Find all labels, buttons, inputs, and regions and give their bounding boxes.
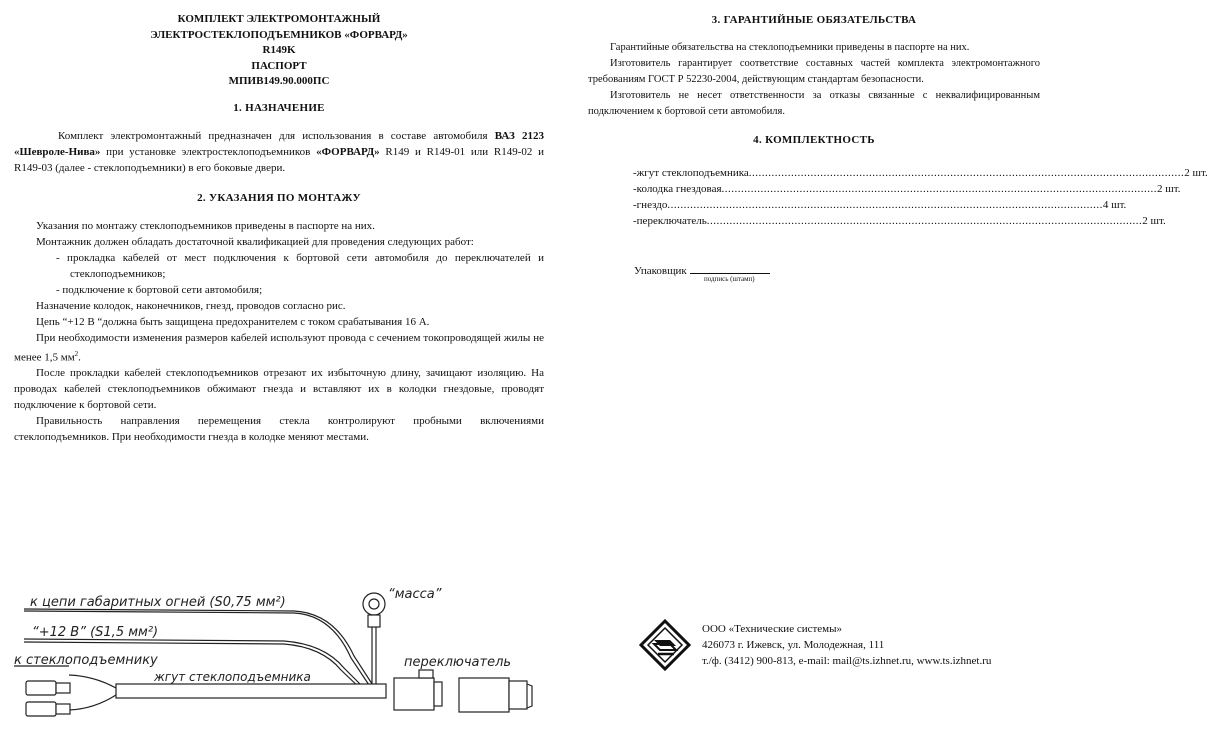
terminal-upper-crimp (56, 683, 70, 693)
section-3-title: 3. ГАРАНТИЙНЫЕ ОБЯЗАТЕЛЬСТВА (711, 14, 917, 26)
label-12v: “+12 В” (S1,5 мм²) (32, 625, 159, 640)
terminal-upper (26, 681, 56, 695)
section-2-p4: Цепь “+12 В “должна быть защищена предохранителем с током срабатывания 16 А. (36, 315, 430, 328)
section-1-car-model: ВАЗ 2123 «Шевроле-Нива» (14, 129, 545, 158)
harness-sleeve (116, 684, 386, 698)
kit-list (633, 167, 1208, 231)
kit-item-leader: ...................................................................................................................................... (721, 183, 1158, 195)
kit-item-name: переключатель (636, 215, 707, 227)
terminal-lower (26, 702, 56, 716)
section-3-p1: Гарантийные обязательства на стеклоподъемники приведены в паспорте на них. (610, 42, 970, 53)
kit-item-qty: 4 шт. (1102, 199, 1127, 211)
section-2-title: 2. УКАЗАНИЯ ПО МОНТАЖУ (197, 191, 361, 204)
section-1-title: 1. НАЗНАЧЕНИЕ (233, 101, 325, 114)
section-2-p7: Правильность направления перемещения стекла контролируют пробными включениями стеклоподъемников. При необходимости гнезда в колодке меняют местами. (14, 415, 544, 444)
company-logo (640, 620, 690, 670)
header-line-4: ПАСПОРТ (251, 59, 307, 72)
ring-terminal (363, 593, 385, 627)
section-3-p2: Изготовитель гарантирует соответствие составных частей комплекта электромонтажного требованиям ГОСТ Р 52230-2004, действующим стандартам безопасности. (588, 58, 1040, 85)
label-lifter: к стеклоподъемнику (14, 653, 158, 668)
section-1-paragraph (14, 128, 544, 176)
ring-terminal-hole (369, 599, 379, 609)
switch-housing (459, 678, 509, 712)
section-2-p5-end: . (78, 351, 81, 364)
kit-item-leader: ...................................................................................................................................... (706, 215, 1143, 227)
label-lights: к цепи габаритных огней (S0,75 мм²) (30, 595, 286, 610)
kit-item-dash: - (633, 167, 637, 179)
section-1-brand: «ФОРВАРД» (316, 145, 380, 158)
packer-signature-caption: подпись (штамп) (704, 275, 755, 283)
section-2-p1: Указания по монтажу стеклоподъемников приведены в паспорте на них. (36, 219, 375, 232)
kit-item-qty: 2 шт. (1142, 215, 1166, 227)
kit-item-name: гнездо (636, 199, 668, 211)
label-mass: “масса” (388, 587, 442, 602)
kit-item-qty: 2 шт. (1184, 167, 1208, 179)
kit-item-leader: ...................................................................................................................................... (748, 167, 1185, 179)
right-column (588, 0, 1040, 146)
label-harness: жгут стеклоподъемника (154, 670, 311, 684)
section-2-p3: Назначение колодок, наконечников, гнезд, проводов согласно рис. (36, 299, 346, 312)
section-1-text-c: при установке электростеклоподъемников (100, 145, 317, 158)
switch-body (459, 678, 532, 712)
kit-item-name: жгут стеклоподъемника (636, 167, 749, 179)
header-line-2: ЭЛЕКТРОСТЕКЛОПОДЪЕМНИКОВ «ФОРВАРД» (150, 28, 408, 41)
section-2-p6: После прокладки кабелей стеклоподъемников отрезают их избыточную длину, зачищают изоляцию. На проводах кабелей стеклоподъемников обжимают гнезда и вставляют их в колодки гнездовые, проводят подключение к бортовой сети. (14, 367, 544, 412)
terminal-lower-crimp (56, 704, 70, 714)
kit-item-qty: 2 шт. (1157, 183, 1181, 195)
kit-item-dash: - (633, 215, 637, 227)
switch-key-edge (527, 684, 532, 708)
section-2-p5-text: При необходимости изменения размеров кабелей используют провода с сечением токопроводящей жилы не менее 1,5 мм (14, 331, 544, 364)
left-column (14, 0, 544, 445)
company-contacts: т./ф. (3412) 900-813, e-mail: mail@ts.izhnet.ru, www.ts.izhnet.ru (702, 655, 992, 667)
header-line-5: МПИВ149.90.000ПС (228, 75, 330, 87)
kit-item (633, 199, 1127, 215)
kit-item (633, 215, 1166, 231)
kit-item-leader: ...................................................................................................................................... (667, 199, 1103, 211)
section-2-bullet-1: - прокладка кабелей от мест подключения к бортовой сети автомобиля до переключателей и стеклоподъемников; (56, 251, 544, 280)
packer-signature-line (690, 262, 770, 274)
socket-block-end (434, 682, 442, 706)
wiring-diagram (14, 578, 574, 738)
section-4-title: 4. КОМПЛЕКТНОСТЬ (753, 134, 875, 146)
kit-item-name: колодка гнездовая (636, 183, 722, 195)
section-2-p5-sup: 2 (74, 349, 79, 358)
packer-label: Упаковщик (634, 265, 687, 277)
kit-item (633, 183, 1181, 199)
switch-key (509, 681, 527, 709)
harness-branch-lower (69, 695, 116, 710)
socket-block (394, 670, 442, 710)
harness-branch-upper (69, 675, 116, 688)
ring-terminal-crimp (368, 615, 380, 627)
section-1-text-a: Комплект электромонтажный предназначен для использования в составе автомобиля (58, 129, 495, 142)
header-line-1: КОМПЛЕКТ ЭЛЕКТРОМОНТАЖНЫЙ (177, 13, 381, 25)
kit-item-dash: - (633, 183, 637, 195)
section-3-p3: Изготовитель не несет ответственности за отказы связанные с неквалифицированным подключением к бортовой сети автомобиля. (588, 90, 1040, 117)
section-2-bullet-2: - подключение к бортовой сети автомобиля; (56, 283, 263, 296)
company-info (702, 621, 991, 669)
section-2-p5 (14, 330, 544, 366)
terminal-connectors (26, 681, 70, 716)
company-address: 426073 г. Ижевск, ул. Молодежная, 111 (702, 639, 885, 651)
section-1-text-e: R149 и R149-01 или R149-02 и R149-03 (далее - стеклоподъемники) в его боковые двери. (14, 145, 544, 174)
header-line-3: R149K (262, 44, 296, 56)
socket-block-body (394, 678, 434, 710)
document-header (14, 12, 544, 90)
kit-item (633, 167, 1208, 183)
kit-item-dash: - (633, 199, 637, 211)
section-2-p2: Монтажник должен обладать достаточной квалификацией для проведения следующих работ: (36, 235, 474, 248)
label-switch: переключатель (404, 655, 512, 670)
company-name: ООО «Технические системы» (702, 623, 843, 635)
socket-block-latch (419, 670, 433, 678)
